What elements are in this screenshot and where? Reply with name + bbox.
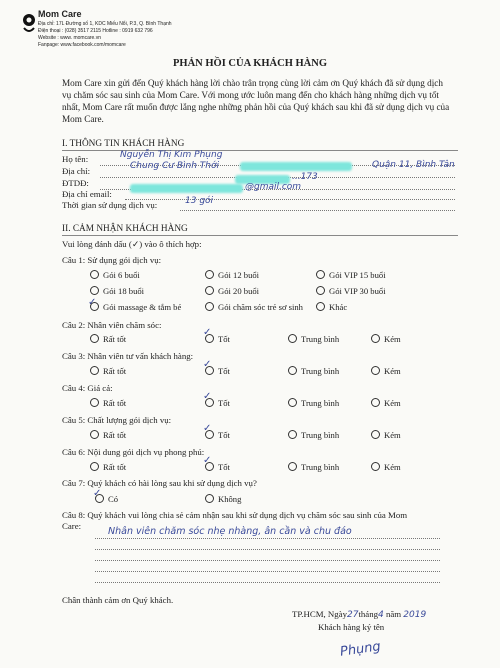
- radio-icon: [316, 302, 325, 311]
- phone-value: ...173: [292, 172, 318, 182]
- q4-rating-poor[interactable]: Kém: [371, 398, 401, 408]
- q7-label: Câu 7: Quý khách có hài lòng sau khi sử dụng dịch vụ?: [62, 478, 257, 488]
- signature: Phụng: [339, 639, 382, 660]
- radio-icon: [371, 366, 380, 375]
- instruction-text: Vui lòng đánh dấu (✓) vào ô thích hợp:: [62, 239, 202, 249]
- radio-icon: [288, 334, 297, 343]
- redacted-email: [130, 184, 243, 193]
- q1-option-12[interactable]: Gói 12 buổi: [205, 270, 259, 280]
- header-fanpage: Fanpage: www.facebook.com/momcare: [38, 42, 126, 48]
- q1-option-6[interactable]: Gói 6 buổi: [90, 270, 140, 280]
- radio-icon: [288, 462, 297, 471]
- radio-icon: [316, 286, 325, 295]
- q3-label: Câu 3: Nhân viên tư vấn khách hàng:: [62, 351, 194, 361]
- intro-paragraph: Mom Care xin gửi đến Quý khách hàng lời chào trân trọng cùng lời cảm ơn Quý khách đã sử dụng dịch vụ chăm sóc sau sinh của Mom Care. Với mong ước luôn mang đến cho khách hàng những dịch vụ tốt nhất, Mom Care rất muốn được lắng nghe những phản hồi của Quý khách sau khi đã sử dụng dịch vụ của Mom Care.: [62, 78, 450, 124]
- radio-icon: [288, 430, 297, 439]
- header-website: Website : www. momcare.vn: [38, 35, 101, 41]
- radio-icon: [316, 270, 325, 279]
- radio-icon: [90, 334, 99, 343]
- date-year: 2019: [403, 610, 427, 620]
- q2-rating-very-good[interactable]: Rất tốt: [90, 334, 126, 344]
- address-label: Địa chỉ:: [62, 166, 91, 176]
- radio-icon: [371, 334, 380, 343]
- email-value: @gmail.com: [245, 182, 302, 192]
- q1-label: Câu 1: Sử dụng gói dịch vụ:: [62, 255, 162, 265]
- phone-label: ĐTDĐ:: [62, 178, 89, 188]
- q4-rating-average[interactable]: Trung bình: [288, 398, 339, 408]
- date-line: TP.HCM, Ngày27tháng4 năm 2019: [292, 609, 427, 620]
- checkmark-icon: ✓: [93, 488, 102, 499]
- section1-heading: I. THÔNG TIN KHÁCH HÀNG: [62, 139, 185, 149]
- q4-rating-very-good[interactable]: Rất tốt: [90, 398, 126, 408]
- date-day: 27: [347, 610, 359, 620]
- page-title: PHẢN HỒI CỦA KHÁCH HÀNG: [172, 58, 327, 69]
- mom-care-logo-icon: [22, 12, 37, 34]
- radio-icon: [90, 286, 99, 295]
- checkmark-icon: ✓: [203, 455, 212, 466]
- q7-option-yes[interactable]: Có: [95, 494, 118, 504]
- q2-rating-average[interactable]: Trung bình: [288, 334, 339, 344]
- q1-option-other[interactable]: Khác: [316, 302, 347, 312]
- checkmark-icon: ✓: [203, 359, 212, 370]
- q2-label: Câu 2: Nhân viên chăm sóc:: [62, 320, 162, 330]
- q1-option-vip30[interactable]: Gói VIP 30 buổi: [316, 286, 386, 296]
- q5-label: Câu 5: Chất lượng gói dịch vụ:: [62, 415, 172, 425]
- q6-label: Câu 6: Nội dung gói dịch vụ phong phú:: [62, 447, 205, 457]
- date-month: 4: [378, 610, 384, 620]
- q3-rating-good[interactable]: Tốt: [205, 366, 230, 376]
- q1-option-20[interactable]: Gói 20 buổi: [205, 286, 259, 296]
- radio-icon: [90, 366, 99, 375]
- radio-icon: [371, 462, 380, 471]
- radio-icon: [90, 430, 99, 439]
- q3-rating-very-good[interactable]: Rất tốt: [90, 366, 126, 376]
- radio-icon: [205, 494, 214, 503]
- radio-icon: [205, 302, 214, 311]
- q6-rating-good[interactable]: Tốt: [205, 462, 230, 472]
- address-value: Chung Cư Bình Thới: [130, 161, 219, 171]
- name-value: Nguyễn Thị Kim Phụng: [120, 150, 223, 160]
- q7-option-no[interactable]: Không: [205, 494, 241, 504]
- brand-name: Mom Care: [38, 9, 82, 19]
- q6-rating-very-good[interactable]: Rất tốt: [90, 462, 126, 472]
- q3-rating-poor[interactable]: Kém: [371, 366, 401, 376]
- q6-rating-average[interactable]: Trung bình: [288, 462, 339, 472]
- q2-rating-good[interactable]: Tốt: [205, 334, 230, 344]
- redacted-address: [240, 162, 352, 171]
- q1-option-vip15[interactable]: Gói VIP 15 buổi: [316, 270, 386, 280]
- q4-label: Câu 4: Giá cả:: [62, 383, 113, 393]
- address-extra: Quận 11, Bình Tân: [372, 160, 455, 170]
- q3-rating-average[interactable]: Trung bình: [288, 366, 339, 376]
- q1-option-18[interactable]: Gói 18 buổi: [90, 286, 144, 296]
- radio-icon: [205, 286, 214, 295]
- q8-answer[interactable]: Nhân viên chăm sóc nhẹ nhàng, ân cần và chu đáo: [108, 526, 352, 537]
- section2-heading: II. CẢM NHẬN KHÁCH HÀNG: [62, 224, 188, 234]
- checkmark-icon: ✓: [203, 327, 212, 338]
- checkmark-icon: ✓: [88, 297, 97, 308]
- q6-rating-poor[interactable]: Kém: [371, 462, 401, 472]
- duration-value: 13 gói: [185, 196, 214, 206]
- header-address: Địa chỉ: 17L Đường số 1, KDC Miếu Nổi, P.3, Q. Bình Thạnh: [38, 21, 172, 27]
- radio-icon: [90, 462, 99, 471]
- radio-icon: [288, 398, 297, 407]
- email-label: Địa chỉ email:: [62, 189, 112, 199]
- q5-rating-very-good[interactable]: Rất tốt: [90, 430, 126, 440]
- radio-icon: [90, 398, 99, 407]
- radio-icon: [288, 366, 297, 375]
- radio-icon: [90, 270, 99, 279]
- q5-rating-poor[interactable]: Kém: [371, 430, 401, 440]
- radio-icon: [371, 430, 380, 439]
- duration-label: Thời gian sử dụng dịch vụ:: [62, 200, 158, 210]
- q2-rating-poor[interactable]: Kém: [371, 334, 401, 344]
- radio-icon: [205, 270, 214, 279]
- name-label: Họ tên:: [62, 154, 89, 164]
- q8-label: Câu 8: Quý khách vui lòng chia sẻ cảm nhận sau khi sử dụng dịch vụ chăm sóc sau sinh của Mom Care:: [62, 510, 408, 531]
- header-phone: Điện thoại : (028) 3517 2115 Hotline : 0919 632 796: [38, 28, 153, 34]
- checkmark-icon: ✓: [203, 423, 212, 434]
- checkmark-icon: ✓: [203, 391, 212, 402]
- thanks-text: Chân thành cảm ơn Quý khách.: [62, 595, 174, 605]
- q4-rating-good[interactable]: Tốt: [205, 398, 230, 408]
- signature-label: Khách hàng ký tên: [318, 622, 385, 632]
- q5-rating-good[interactable]: Tốt: [205, 430, 230, 440]
- radio-icon: [371, 398, 380, 407]
- q1-option-massage[interactable]: Gói massage & tắm bé: [90, 302, 181, 312]
- q1-option-newborn[interactable]: Gói chăm sóc trẻ sơ sinh: [205, 302, 303, 312]
- q5-rating-average[interactable]: Trung bình: [288, 430, 339, 440]
